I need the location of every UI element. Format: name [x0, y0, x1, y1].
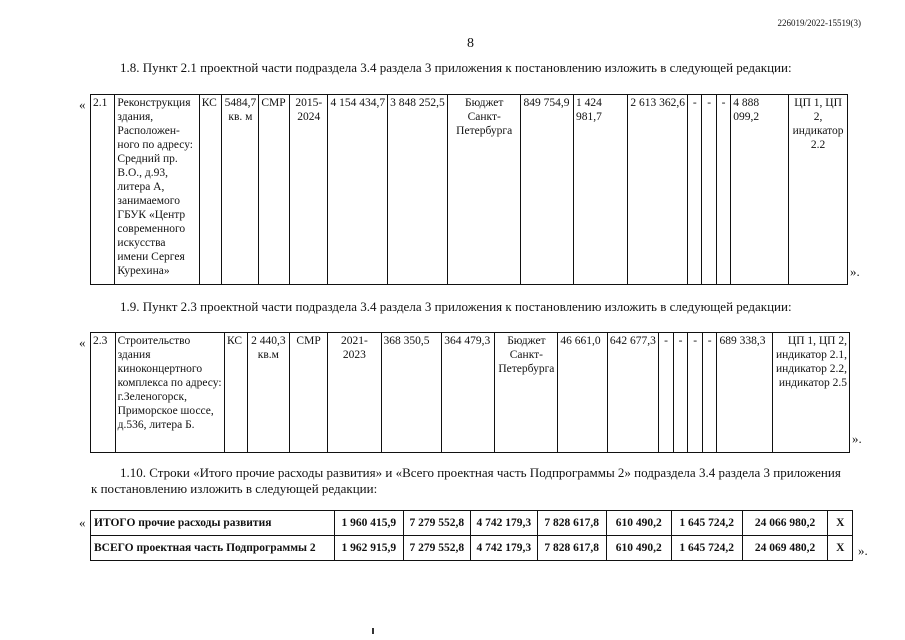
close-quote-2: ». [852, 431, 862, 446]
table-item-2-1 [90, 94, 848, 285]
dash-cell: - [673, 333, 688, 453]
ks-cell: КС [199, 95, 222, 285]
open-quote-2: « [79, 335, 86, 350]
smr-cell: СМР [289, 333, 327, 453]
area-cell: 5484,7 кв. м [222, 95, 259, 285]
paragraph-1-10-line-1: 1.10. Строки «Итого прочие расходы развития» и «Всего проектная часть Подпрограммы 2» подраздела 3.4 раздела 3 приложения [120, 465, 841, 480]
value1-cell: 46 661,0 [558, 333, 608, 453]
cost2-cell: 3 848 252,5 [388, 95, 448, 285]
total-cell: 4 888 099,2 [731, 95, 789, 285]
paragraph-1-9: 1.9. Пункт 2.3 проектной части подраздела 3.4 раздела 3 приложения к постановлению изложить в следующей редакции: [120, 299, 792, 314]
document-number: 226019/2022-15519(3) [777, 18, 861, 28]
cost2-cell: 364 479,3 [442, 333, 495, 453]
total-value: 7 828 617,8 [537, 536, 606, 561]
smr-cell: СМР [259, 95, 290, 285]
source-cell: Бюджет Санкт-Петербурга [447, 95, 521, 285]
total-value: 610 490,2 [606, 536, 671, 561]
value2-cell: 642 677,3 [607, 333, 658, 453]
open-quote-1: « [79, 97, 86, 112]
total-cell: 689 338,3 [717, 333, 772, 453]
dash-cell: - [659, 333, 674, 453]
goal-cell: ЦП 1, ЦП 2, индикатор 2.2 [789, 95, 848, 285]
total-value: 7 279 552,8 [403, 511, 470, 536]
row-number: 2.1 [91, 95, 115, 285]
value3-cell: 2 613 362,6 [628, 95, 688, 285]
open-quote-3: « [79, 515, 86, 530]
total-value: 4 742 179,3 [470, 536, 537, 561]
total-value: 24 066 980,2 [742, 511, 828, 536]
total-value: 1 645 724,2 [671, 511, 742, 536]
table-row [91, 333, 850, 453]
total-mark: X [828, 511, 853, 536]
total-label: ВСЕГО проектная часть Подпрограммы 2 [91, 536, 335, 561]
object-name: Строительство здания киноконцертного комплекса по адресу: г.Зеленогорск, Приморское шоссе, д.536, литера Б. [115, 333, 224, 453]
area-cell: 2 440,3 кв.м [247, 333, 289, 453]
table-row [91, 536, 853, 561]
ks-cell: КС [225, 333, 248, 453]
dash-cell: - [716, 95, 730, 285]
page-number: 8 [467, 36, 474, 51]
totals-table [90, 510, 853, 561]
total-value: 7 279 552,8 [403, 536, 470, 561]
dash-cell: - [702, 95, 716, 285]
total-mark: X [828, 536, 853, 561]
close-quote-1: ». [850, 264, 860, 279]
total-value: 4 742 179,3 [470, 511, 537, 536]
table-item-2-3 [90, 332, 850, 453]
dash-cell: - [688, 95, 702, 285]
total-value: 1 960 415,9 [334, 511, 403, 536]
row-number: 2.3 [91, 333, 116, 453]
paragraph-1-10-line-2: к постановлению изложить в следующей редакции: [91, 481, 378, 496]
value1-cell: 849 754,9 [521, 95, 574, 285]
total-value: 1 645 724,2 [671, 536, 742, 561]
object-name: Реконструкция здания, Расположен-ного по адресу: Средний пр. В.О., д.93, литера А, занимаемого ГБУК «Центр современного искусства имени Сергея Курехина» [115, 95, 199, 285]
cost1-cell: 4 154 434,7 [328, 95, 388, 285]
total-label: ИТОГО прочие расходы развития [91, 511, 335, 536]
total-value: 24 069 480,2 [742, 536, 828, 561]
paragraph-1-8: 1.8. Пункт 2.1 проектной части подраздела 3.4 раздела 3 приложения к постановлению изложить в следующей редакции: [120, 60, 792, 75]
scan-mark [372, 628, 374, 634]
value2-cell: 1 424 981,7 [574, 95, 628, 285]
total-value: 7 828 617,8 [537, 511, 606, 536]
goal-cell: ЦП 1, ЦП 2, индикатор 2.1, индикатор 2.2, индикатор 2.5 [772, 333, 849, 453]
table-row [91, 95, 848, 285]
period-cell: 2015-2024 [290, 95, 328, 285]
cost1-cell: 368 350,5 [381, 333, 442, 453]
close-quote-3: ». [858, 543, 868, 558]
table-row [91, 511, 853, 536]
dash-cell: - [688, 333, 703, 453]
total-value: 1 962 915,9 [334, 536, 403, 561]
source-cell: Бюджет Санкт-Петербурга [495, 333, 558, 453]
period-cell: 2021-2023 [328, 333, 381, 453]
dash-cell: - [702, 333, 717, 453]
total-value: 610 490,2 [606, 511, 671, 536]
